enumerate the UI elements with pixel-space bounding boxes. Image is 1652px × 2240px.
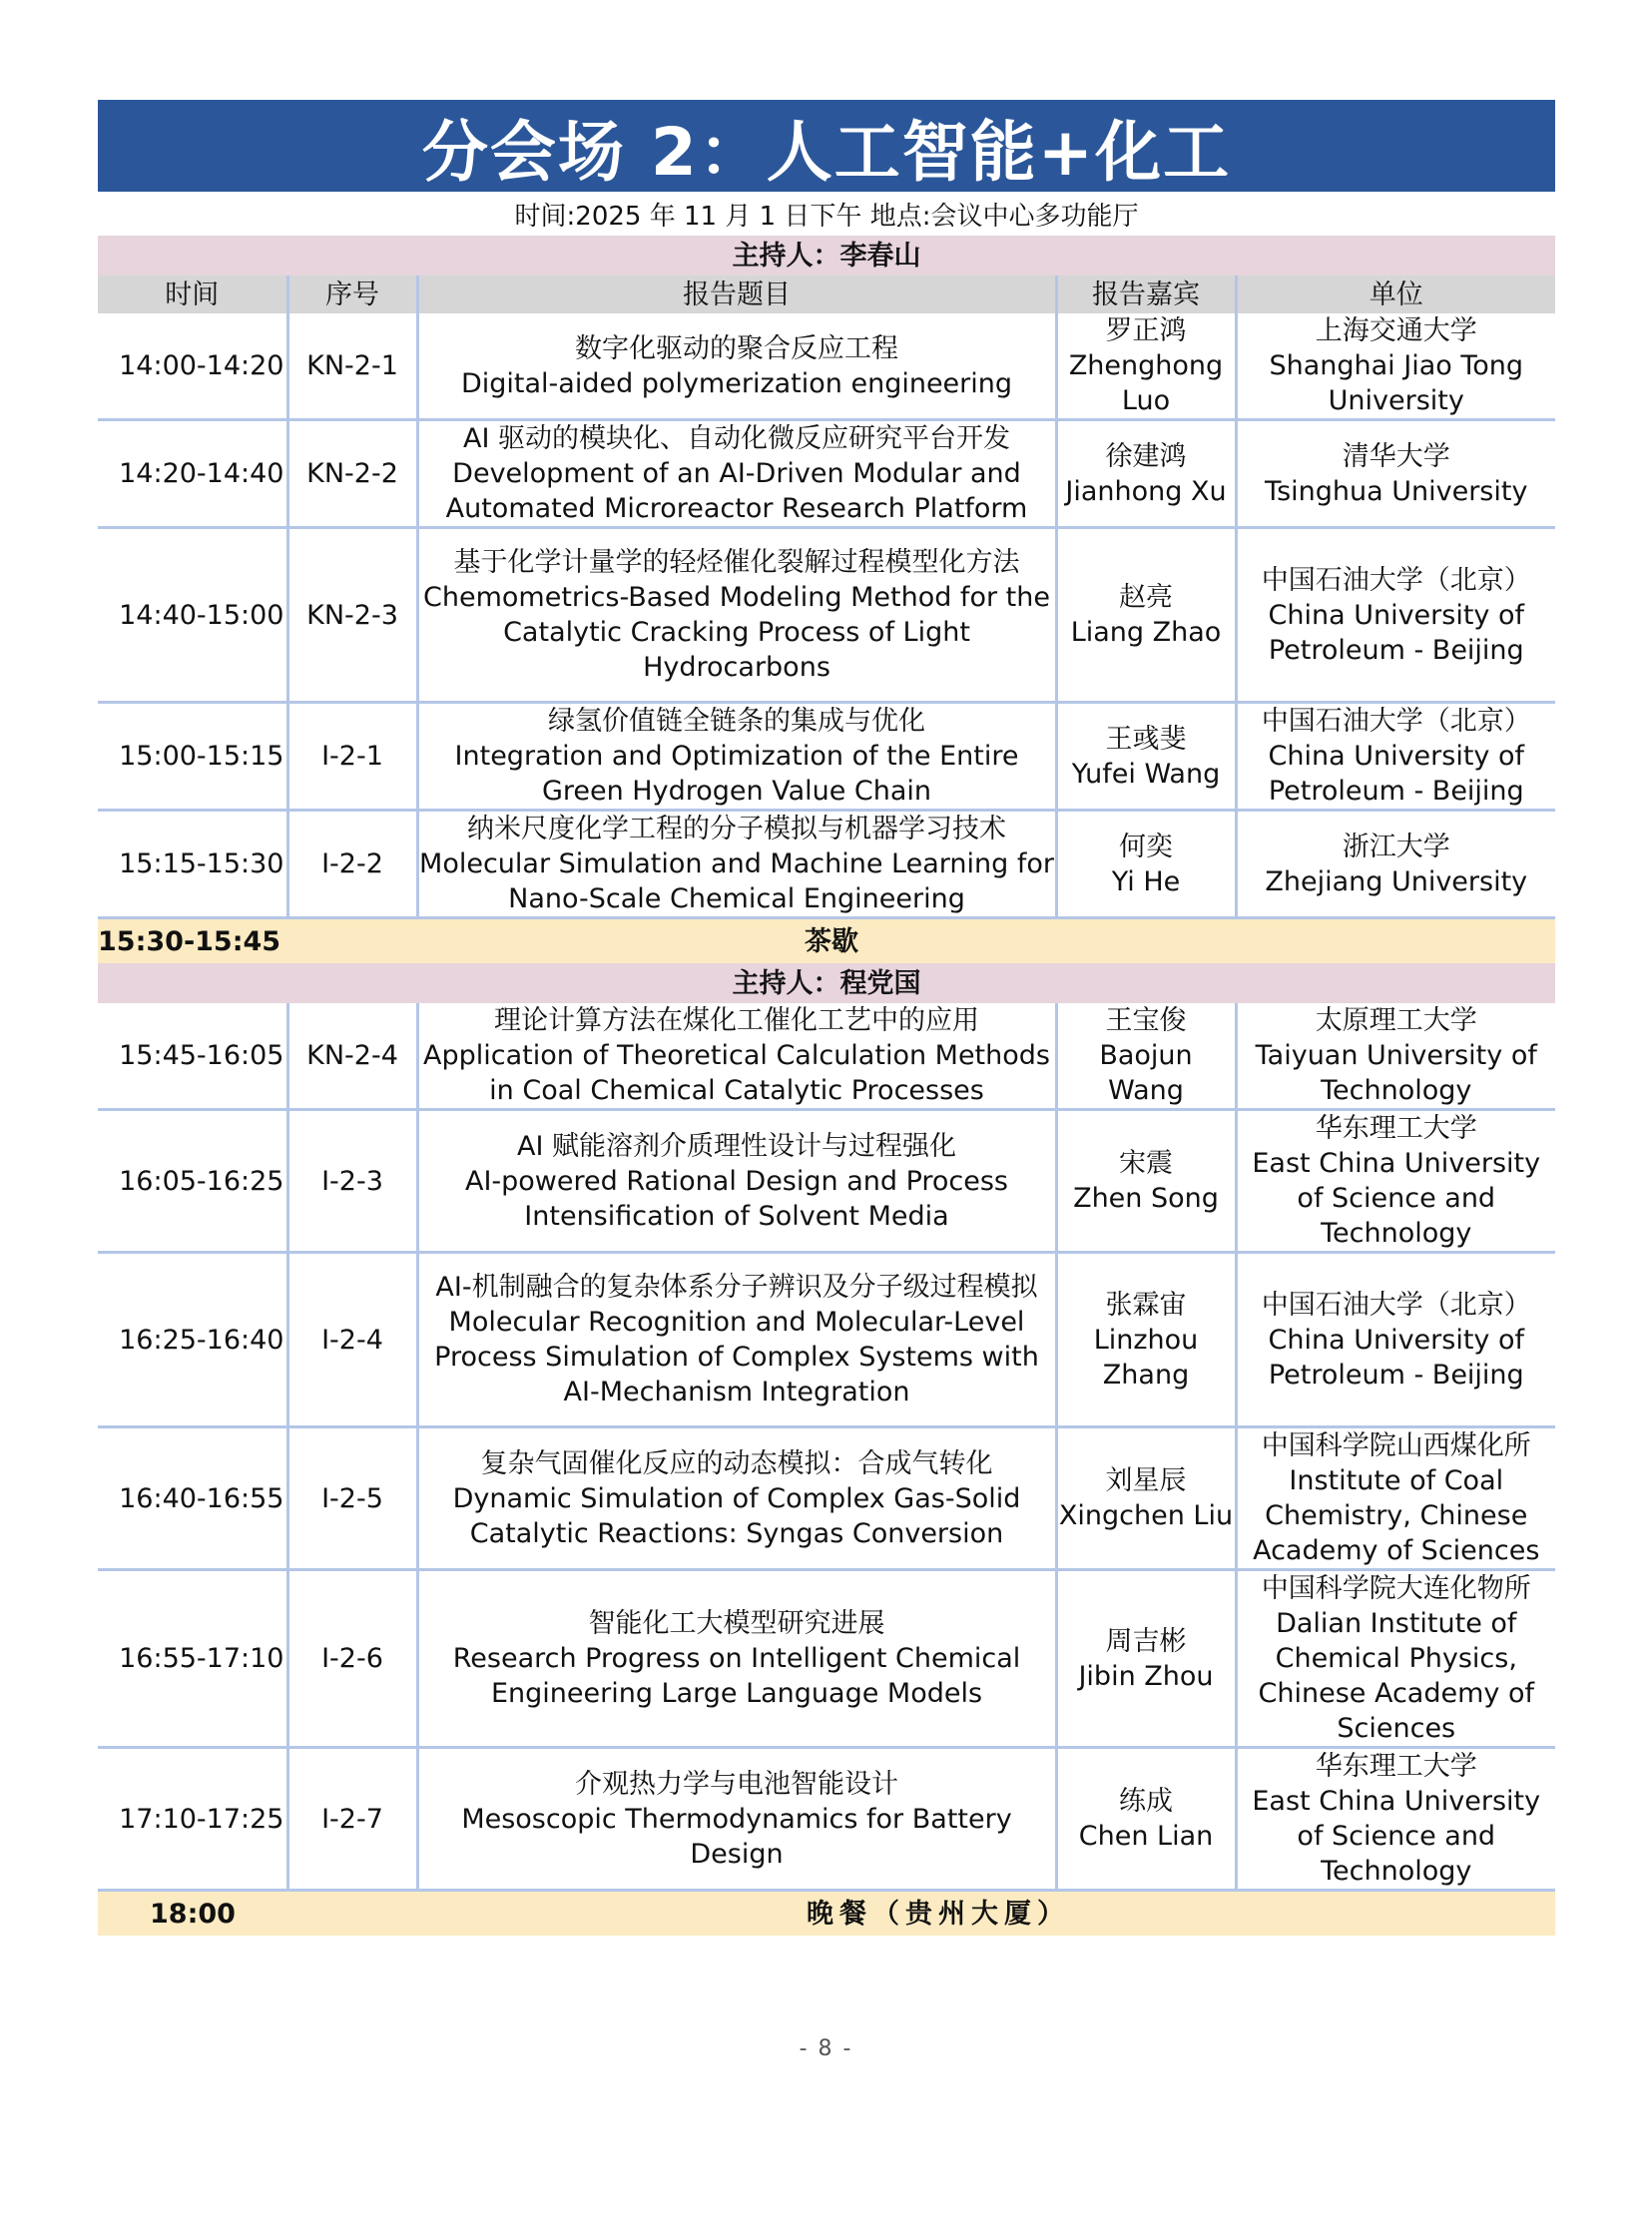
break-time: 15:30-15:45 (98, 918, 287, 964)
talk-unit-en: East China University of Science and Technology (1252, 1148, 1541, 1249)
host-label: 主持人：程党国 (98, 963, 1555, 1003)
talk-speaker-en: Zhen Song (1073, 1183, 1219, 1214)
break-label: 茶歇 (287, 918, 1555, 964)
talk-title (417, 1427, 1056, 1570)
talk-time: 16:25-16:40 (98, 1253, 287, 1427)
talk-speaker-cn: 宋震 (1119, 1148, 1173, 1179)
talk-title-en: Dynamic Simulation of Complex Gas-Solid Catalytic Reactions: Syngas Conversion (452, 1482, 1021, 1549)
talk-title (417, 420, 1056, 528)
column-header: 报告题目 (417, 276, 1056, 313)
talk-row (98, 811, 1555, 918)
talk-row (98, 1427, 1555, 1570)
talk-unit-en: China University of Petroleum - Beijing (1268, 599, 1525, 666)
dinner-row (98, 1891, 1555, 1937)
talk-id: I-2-4 (287, 1253, 417, 1427)
talk-unit (1236, 420, 1555, 528)
talk-unit (1236, 1003, 1555, 1110)
talk-title-en: Research Progress on Intelligent Chemical Engineering Large Language Models (452, 1643, 1021, 1709)
talk-row (98, 1003, 1555, 1110)
talk-title (417, 1110, 1056, 1253)
talk-title (417, 811, 1056, 918)
talk-speaker-cn: 练成 (1119, 1786, 1173, 1817)
talk-unit-cn: 上海交通大学 (1315, 315, 1477, 346)
talk-speaker-cn: 赵亮 (1119, 582, 1173, 613)
talk-title-en: Chemometrics-Based Modeling Method for the Catalytic Cracking Process of Light Hydrocarbons (423, 582, 1050, 683)
talk-time: 14:40-15:00 (98, 528, 287, 703)
agenda-table (98, 236, 1555, 1936)
talk-unit (1236, 1253, 1555, 1427)
talk-speaker-cn: 罗正鸿 (1105, 315, 1187, 346)
talk-title-en: Application of Theoretical Calculation Methods in Coal Chemical Catalytic Processes (422, 1040, 1050, 1106)
talk-title (417, 1570, 1056, 1748)
talk-id: I-2-1 (287, 703, 417, 811)
talk-speaker (1056, 528, 1236, 703)
host-label: 主持人：李春山 (98, 236, 1555, 276)
talk-unit (1236, 1110, 1555, 1253)
talk-speaker (1056, 1003, 1236, 1110)
talk-speaker-cn: 何奕 (1119, 831, 1173, 862)
talk-speaker-en: Zhenghong Luo (1068, 350, 1224, 416)
talk-time: 16:55-17:10 (98, 1570, 287, 1748)
page-number: - 8 - (799, 2036, 853, 2061)
talk-title-cn: 理论计算方法在煤化工催化工艺中的应用 (494, 1005, 979, 1036)
talk-title (417, 703, 1056, 811)
column-header: 单位 (1236, 276, 1555, 313)
talk-title-cn: AI 驱动的模块化、自动化微反应研究平台开发 (462, 423, 1010, 454)
talk-title (417, 528, 1056, 703)
talk-row (98, 1748, 1555, 1891)
talk-speaker-en: Linzhou Zhang (1093, 1324, 1199, 1391)
talk-unit (1236, 528, 1555, 703)
talk-unit-cn: 中国石油大学（北京） (1261, 1289, 1531, 1321)
talk-speaker-en: Jibin Zhou (1078, 1660, 1214, 1692)
talk-row (98, 1253, 1555, 1427)
talk-unit-cn: 中国石油大学（北京） (1261, 564, 1531, 596)
talk-unit-cn: 浙江大学 (1342, 831, 1450, 862)
talk-unit-en: Tsinghua University (1265, 475, 1528, 507)
talk-id: KN-2-2 (287, 420, 417, 528)
talk-unit-cn: 华东理工大学 (1315, 1751, 1477, 1782)
talk-unit-en: China University of Petroleum - Beijing (1268, 1324, 1525, 1391)
talk-id: KN-2-4 (287, 1003, 417, 1110)
talk-id: I-2-2 (287, 811, 417, 918)
talk-title-cn: 介观热力学与电池智能设计 (575, 1768, 898, 1800)
column-header: 时间 (98, 276, 287, 313)
talk-speaker-cn: 刘星辰 (1105, 1465, 1187, 1496)
talk-speaker-cn: 王宝俊 (1105, 1005, 1187, 1036)
talk-title-cn: 智能化工大模型研究进展 (588, 1608, 885, 1639)
talk-title (417, 313, 1056, 420)
talk-title-en: Mesoscopic Thermodynamics for Battery Design (461, 1803, 1012, 1870)
talk-unit (1236, 1570, 1555, 1748)
talk-unit-en: East China University of Science and Technology (1252, 1786, 1541, 1887)
talk-speaker-en: Jianhong Xu (1065, 475, 1227, 507)
talk-group (98, 1003, 1555, 1891)
talk-id: I-2-5 (287, 1427, 417, 1570)
talk-speaker-en: Liang Zhao (1070, 617, 1222, 648)
dinner-time: 18:00 (98, 1891, 287, 1937)
talk-row (98, 703, 1555, 811)
talk-time: 15:00-15:15 (98, 703, 287, 811)
time-location: 时间:2025 年 11 月 1 日下午 地点:会议中心多功能厅 (514, 201, 1139, 232)
talk-title (417, 1003, 1056, 1110)
host-row (98, 963, 1555, 1003)
talk-time: 15:15-15:30 (98, 811, 287, 918)
talk-unit-en: Dalian Institute of Chemical Physics, Chinese Academy of Sciences (1258, 1608, 1534, 1744)
talk-title-en: Molecular Recognition and Molecular-Level Process Simulation of Complex Systems with AI-Mechanism Integration (434, 1307, 1039, 1407)
talk-unit-en: Institute of Coal Chemistry, Chinese Academy of Sciences (1253, 1465, 1540, 1566)
talk-unit-en: Zhejiang University (1265, 865, 1528, 897)
talk-unit (1236, 703, 1555, 811)
talk-unit-en: Taiyuan University of Technology (1255, 1040, 1537, 1106)
talk-speaker (1056, 811, 1236, 918)
talk-speaker (1056, 1748, 1236, 1891)
talk-row (98, 1110, 1555, 1253)
talk-id: I-2-3 (287, 1110, 417, 1253)
talk-title-en: Development of an AI-Driven Modular and Automated Microreactor Research Platform (445, 458, 1028, 524)
talk-unit (1236, 313, 1555, 420)
talk-unit-cn: 中国科学院大连化物所 (1261, 1573, 1531, 1604)
talk-speaker (1056, 703, 1236, 811)
talk-speaker (1056, 1427, 1236, 1570)
talk-title-en: AI-powered Rational Design and Process Intensification of Solvent Media (464, 1165, 1009, 1232)
session-title: 分会场 2：人工智能+化工 (98, 100, 1555, 192)
talk-speaker (1056, 1110, 1236, 1253)
talk-time: 16:40-16:55 (98, 1427, 287, 1570)
host-row (98, 236, 1555, 276)
talk-title-cn: 复杂气固催化反应的动态模拟：合成气转化 (480, 1447, 993, 1479)
talk-row (98, 528, 1555, 703)
talk-speaker-en: Xingchen Liu (1058, 1500, 1234, 1531)
talk-speaker-cn: 王彧斐 (1105, 723, 1187, 755)
talk-speaker-cn: 徐建鸿 (1105, 440, 1187, 472)
talk-title (417, 1253, 1056, 1427)
talk-title-cn: 基于化学计量学的轻烃催化裂解过程模型化方法 (453, 547, 1020, 578)
talk-title-cn: 纳米尺度化学工程的分子模拟与机器学习技术 (467, 814, 1006, 844)
column-header: 序号 (287, 276, 417, 313)
talk-id: KN-2-1 (287, 313, 417, 420)
talk-unit-cn: 中国科学院山西煤化所 (1261, 1430, 1531, 1461)
talk-title-cn: AI 赋能溶剂介质理性设计与过程强化 (516, 1130, 956, 1162)
talk-speaker-en: Yi He (1111, 865, 1181, 897)
talk-title-cn: AI-机制融合的复杂体系分子辨识及分子级过程模拟 (435, 1272, 1038, 1303)
talk-group (98, 313, 1555, 918)
talk-unit-cn: 中国石油大学（北京） (1261, 706, 1531, 737)
talk-title-en: Digital-aided polymerization engineering (460, 367, 1013, 399)
talk-unit-en: China University of Petroleum - Beijing (1268, 741, 1525, 807)
talk-unit-cn: 太原理工大学 (1315, 1005, 1477, 1036)
talk-time: 15:45-16:05 (98, 1003, 287, 1110)
talk-speaker (1056, 313, 1236, 420)
talk-speaker-en: Baojun Wang (1099, 1040, 1193, 1106)
talk-speaker-cn: 张霖宙 (1105, 1289, 1187, 1321)
talk-speaker-en: Yufei Wang (1071, 758, 1221, 790)
talk-row (98, 420, 1555, 528)
talk-title-cn: 绿氢价值链全链条的集成与优化 (548, 706, 925, 737)
talk-row (98, 1570, 1555, 1748)
talk-unit (1236, 811, 1555, 918)
talk-time: 14:20-14:40 (98, 420, 287, 528)
talk-speaker-en: Chen Lian (1078, 1821, 1214, 1852)
talk-time: 16:05-16:25 (98, 1110, 287, 1253)
talk-speaker (1056, 1570, 1236, 1748)
talk-title-en: Molecular Simulation and Machine Learning for Nano-Scale Chemical Engineering (419, 848, 1054, 914)
talk-unit-en: Shanghai Jiao Tong University (1269, 350, 1524, 416)
talk-title-en: Integration and Optimization of the Entire Green Hydrogen Value Chain (454, 741, 1019, 807)
talk-id: I-2-6 (287, 1570, 417, 1748)
tea-break-row (98, 918, 1555, 964)
talk-speaker (1056, 1253, 1236, 1427)
talk-time: 14:00-14:20 (98, 313, 287, 420)
column-header: 报告嘉宾 (1056, 276, 1236, 313)
talk-unit (1236, 1748, 1555, 1891)
talk-title (417, 1748, 1056, 1891)
talk-id: I-2-7 (287, 1748, 417, 1891)
dinner-label: 晚餐（贵州大厦） (287, 1891, 1555, 1937)
talk-unit-cn: 华东理工大学 (1315, 1113, 1477, 1144)
talk-id: KN-2-3 (287, 528, 417, 703)
talk-row (98, 313, 1555, 420)
talk-unit-cn: 清华大学 (1342, 440, 1450, 472)
talk-speaker-cn: 周吉彬 (1105, 1625, 1187, 1657)
agenda-page (98, 100, 1555, 1936)
talk-time: 17:10-17:25 (98, 1748, 287, 1891)
column-header-row (98, 276, 1555, 313)
talk-title-cn: 数字化驱动的聚合反应工程 (575, 332, 898, 364)
talk-speaker (1056, 420, 1236, 528)
talk-unit (1236, 1427, 1555, 1570)
